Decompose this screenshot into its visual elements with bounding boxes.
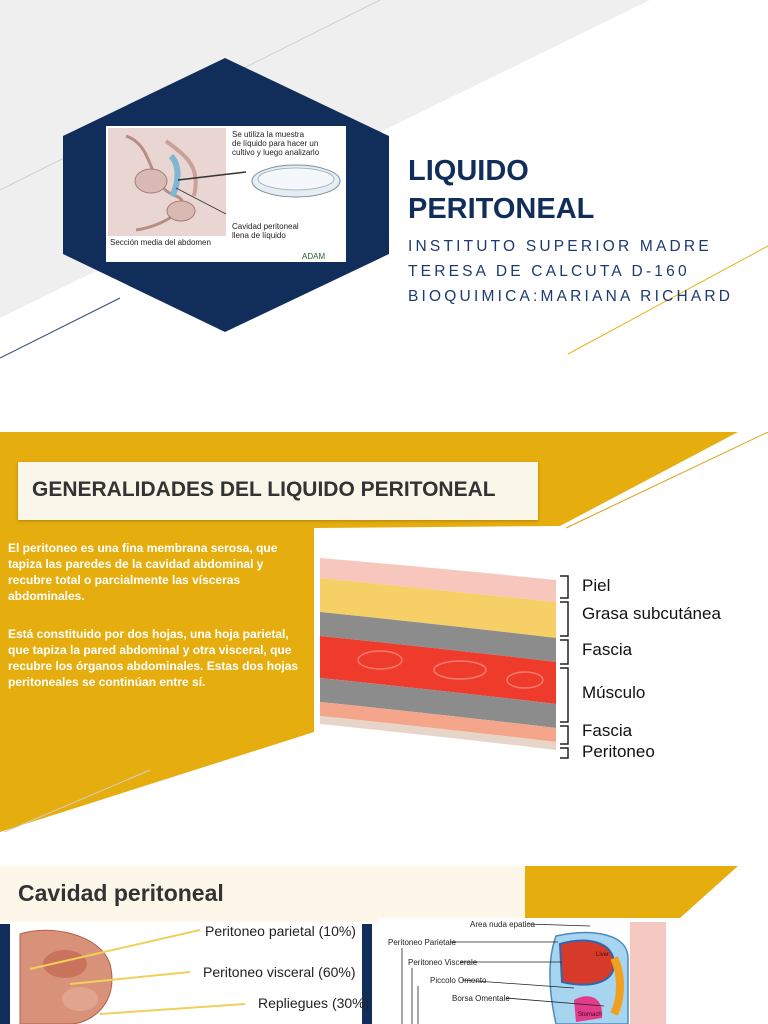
slide-title (0, 0, 768, 410)
abdominal-sagittal-diagram (378, 918, 678, 1024)
adam-logo: ADAM (302, 252, 326, 261)
spine (630, 922, 666, 1024)
label-borsa-omentale: Borsa Omentale (452, 994, 510, 1003)
title-line-2: PERITONEAL (408, 193, 595, 225)
label-peritoneo-viscerale: Peritoneo Viscerale (408, 958, 478, 967)
label-piccolo-omento: Piccolo Omento (430, 976, 487, 985)
label-area-nuda: Area nuda epatica (470, 920, 535, 929)
layer-label-fascia-1: Fascia (582, 640, 633, 659)
figure-caption-top: Se utiliza la muestra de líquido para hacer un cultivo y luego analizarlo (232, 130, 320, 157)
slide-title-text (408, 152, 738, 228)
section-header-box (18, 462, 538, 520)
layer-label-peritoneo: Peritoneo (582, 742, 655, 761)
label-stomach: Stomach (578, 1012, 602, 1018)
layer-label-musculo: Músculo (582, 683, 646, 702)
gold-accent-shape (525, 866, 738, 918)
subtitle-line-1: INSTITUTO SUPERIOR MADRE (408, 238, 712, 255)
figure-caption-bottom: Sección media del abdomen (110, 238, 211, 247)
figure-caption-mid: Cavidad peritoneal llena de líquido (232, 222, 299, 240)
paragraph-2: Está constituido por dos hojas, una hoja parietal, que tapiza la pared abdominal y otra visceral, que recubre los órganos abdominales. Estas dos hojas peritoneales se continúan entre sí. (8, 627, 299, 689)
label-peritoneo-parietal: Peritoneo parietal (10%) (205, 923, 356, 939)
peritoneal-fluid-figure (106, 126, 346, 262)
subtitle-line-3: BIOQUIMICA:MARIANA RICHARD (408, 288, 734, 305)
slide-cavidad (0, 866, 768, 1024)
label-repliegues: Repliegues (30%) (258, 995, 370, 1011)
label-peritoneo-parietale: Peritoneo Parietale (388, 938, 457, 947)
layer-brackets (556, 572, 580, 762)
slide-subtitle (408, 234, 748, 309)
tissue-layers-diagram (320, 554, 556, 756)
subtitle-line-2: TERESA DE CALCUTA D-160 (408, 263, 690, 280)
label-liver: Liver (596, 952, 610, 958)
section-header-box (0, 866, 525, 922)
section-header: Cavidad peritoneal (18, 880, 224, 906)
layer-label-grasa: Grasa subcutánea (582, 604, 721, 623)
section-header: GENERALIDADES DEL LIQUIDO PERITONEAL (32, 478, 496, 501)
slide-generalidades (0, 432, 768, 832)
label-peritoneo-visceral: Peritoneo visceral (60%) (203, 964, 356, 980)
layer-label-piel: Piel (582, 576, 611, 595)
liver (560, 941, 614, 985)
paragraph-1: El peritoneo es una fina membrana serosa, que tapiza las paredes de la cavidad abdominal y recubre total o parcialmente las vísceras abdominales. (8, 541, 278, 603)
title-line-1: LIQUIDO (408, 155, 529, 187)
layer-label-fascia-2: Fascia (582, 721, 633, 740)
